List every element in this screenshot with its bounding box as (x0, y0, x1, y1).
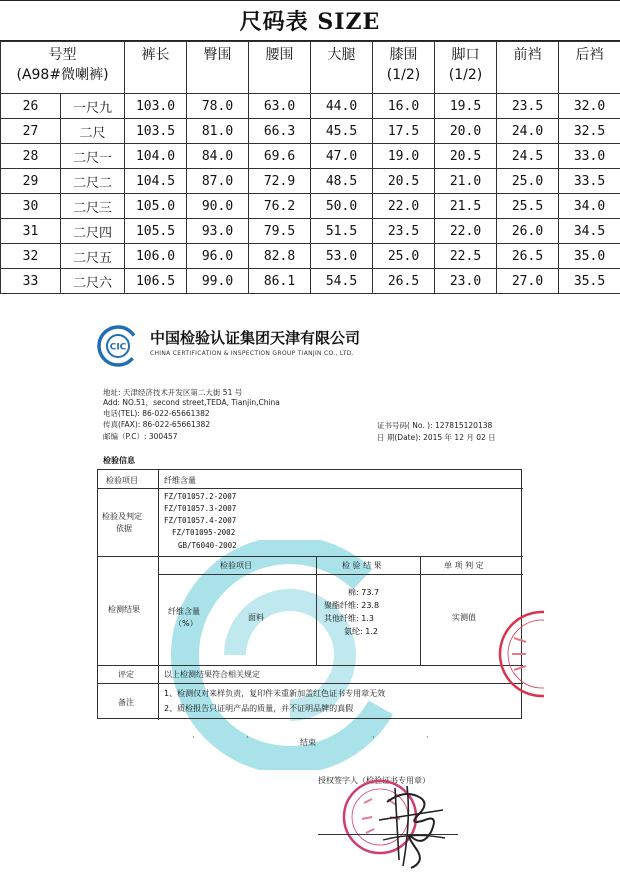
measurement-cell: 23.5 (497, 94, 559, 119)
evaluation-value: 以上检测结果符合相关规定 (164, 670, 260, 679)
size-row (1, 94, 620, 119)
subheader-item: 检验项目 (220, 561, 252, 570)
cic-logo-icon (97, 325, 139, 367)
item-label: 检验项目 (106, 476, 138, 485)
size-number-cell: 28 (1, 144, 61, 169)
size-label-cell: 二尺三 (61, 194, 125, 219)
measurement-cell: 103.5 (125, 119, 187, 144)
signer-label: 授权签字人（检验证书专用章） (318, 776, 430, 785)
measurement-cell: 53.0 (311, 244, 373, 269)
basis-standard: FZ/T01095-2002 (172, 528, 236, 537)
table-rule (98, 556, 523, 557)
end-dot: · (246, 733, 249, 742)
result-label: 检测结果 (108, 605, 140, 614)
measurement-cell: 35.5 (559, 269, 620, 294)
measurement-cell: 22.5 (435, 244, 497, 269)
size-number-cell: 30 (1, 194, 61, 219)
measurement-cell: 82.8 (249, 244, 311, 269)
size-chart-title: 尺码表 SIZE (0, 0, 620, 41)
header-model-line: 号型 (48, 47, 77, 63)
measurement-cell: 72.9 (249, 169, 311, 194)
measurement-cell: 93.0 (187, 219, 249, 244)
result-spandex: 氨纶: 1.2 (344, 627, 378, 636)
header-thigh (311, 42, 373, 94)
measurement-cell: 86.1 (249, 269, 311, 294)
size-row (1, 119, 620, 144)
handwritten-signature (373, 780, 451, 870)
header-model (1, 42, 125, 94)
header-label: 脚口 (451, 47, 480, 63)
size-label-cell: 二尺二 (61, 169, 125, 194)
measurement-cell: 106.0 (125, 244, 187, 269)
header-label: 前裆 (513, 47, 542, 63)
size-label-cell: 一尺九 (61, 94, 125, 119)
end-label: 结束 (300, 738, 316, 747)
postcode-line: 邮编（P.C）: 300457 (103, 432, 178, 441)
table-rule (98, 683, 523, 684)
table-rule (316, 556, 317, 666)
size-label-cell: 二尺五 (61, 244, 125, 269)
size-number-cell: 29 (1, 169, 61, 194)
tel-line: 电话(TEL): 86-022-65661382 (103, 409, 210, 418)
measurement-cell: 32.0 (559, 94, 620, 119)
fabric-label: 面料 (248, 613, 264, 622)
measurement-cell: 78.0 (187, 94, 249, 119)
measurement-cell: 23.0 (435, 269, 497, 294)
remark-line: 2、质检报告只证明产品的质量，并不证明品牌的真假 (164, 704, 354, 713)
size-chart-header-row (1, 42, 620, 94)
size-row (1, 144, 620, 169)
measurement-cell: 22.0 (373, 194, 435, 219)
measurement-cell: 25.0 (497, 169, 559, 194)
end-dot: · (426, 733, 429, 742)
measurement-cell: 44.0 (311, 94, 373, 119)
size-chart-table (0, 41, 620, 294)
measurement-cell: 84.0 (187, 144, 249, 169)
section-title: 检验信息 (103, 456, 135, 465)
result-other: 其他纤维: 1.3 (324, 614, 374, 623)
measurement-cell: 25.5 (497, 194, 559, 219)
basis-standard: FZ/T01057.3-2007 (164, 504, 237, 513)
company-name-en: CHINA CERTIFICATION & INSPECTION GROUP TIANJIN CO., LTD. (150, 350, 354, 357)
table-rule (98, 488, 523, 489)
measurement-cell: 20.0 (435, 119, 497, 144)
measurement-cell: 96.0 (187, 244, 249, 269)
header-front-rise (497, 42, 559, 94)
signature-line (318, 834, 458, 835)
inspection-table (97, 469, 522, 719)
measurement-cell: 103.0 (125, 94, 187, 119)
measurement-cell: 34.0 (559, 194, 620, 219)
measurement-cell: 63.0 (249, 94, 311, 119)
measurement-cell: 69.6 (249, 144, 311, 169)
measurement-cell: 19.5 (435, 94, 497, 119)
measurement-cell: 50.0 (311, 194, 373, 219)
measurement-cell: 66.3 (249, 119, 311, 144)
basis-label: 检验及判定 (102, 512, 142, 521)
measurement-cell: 104.5 (125, 169, 187, 194)
measurement-cell: 27.0 (497, 269, 559, 294)
measurement-cell: 21.0 (435, 169, 497, 194)
measurement-cell: 106.5 (125, 269, 187, 294)
size-row (1, 219, 620, 244)
subheader-result: 检 验 结 果 (342, 561, 382, 570)
measurement-cell: 26.5 (373, 269, 435, 294)
end-dot: · (372, 733, 375, 742)
measurement-cell: 32.5 (559, 119, 620, 144)
measurement-cell: 104.0 (125, 144, 187, 169)
basis-standard: GB/T6040-2002 (178, 541, 237, 550)
basis-label: 依据 (116, 524, 132, 533)
header-sub: (1/2) (386, 67, 421, 83)
end-dot: · (192, 733, 195, 742)
red-seal-stamp (496, 608, 544, 700)
measurement-cell: 20.5 (435, 144, 497, 169)
measurement-cell: 54.5 (311, 269, 373, 294)
result-cotton: 棉: 73.7 (348, 588, 380, 597)
size-number-cell: 33 (1, 269, 61, 294)
address-line: Add: NO.51，second street,TEDA, Tianjin,China (103, 398, 280, 407)
measurement-cell: 21.5 (435, 194, 497, 219)
size-chart-body (1, 94, 620, 294)
size-row (1, 194, 620, 219)
remark-line: 1、检测仅对来样负责，复印件未重新加盖红色证书专用章无效 (164, 689, 386, 698)
header-sub: (1/2) (448, 67, 483, 83)
size-number-cell: 32 (1, 244, 61, 269)
subheader-judgement: 单 项 判 定 (444, 561, 484, 570)
measurement-cell: 90.0 (187, 194, 249, 219)
measurement-cell: 48.5 (311, 169, 373, 194)
measurement-cell: 76.2 (249, 194, 311, 219)
header-hem (435, 42, 497, 94)
header-hip (187, 42, 249, 94)
measurement-cell: 16.0 (373, 94, 435, 119)
header-label: 臀围 (203, 47, 232, 63)
measurement-cell: 24.0 (497, 119, 559, 144)
size-number-cell: 27 (1, 119, 61, 144)
result-polyester: 聚酯纤维: 23.8 (324, 601, 380, 610)
basis-standard: FZ/T01057.2-2007 (164, 492, 237, 501)
header-label: 膝围 (389, 47, 418, 63)
size-number-cell: 26 (1, 94, 61, 119)
size-label-cell: 二尺四 (61, 219, 125, 244)
measurement-cell: 105.0 (125, 194, 187, 219)
table-rule (98, 665, 523, 666)
table-rule (420, 556, 421, 666)
measurement-cell: 51.5 (311, 219, 373, 244)
measurement-cell: 26.0 (497, 219, 559, 244)
measurement-cell: 87.0 (187, 169, 249, 194)
header-label: 大腿 (327, 47, 356, 63)
measurement-cell: 79.5 (249, 219, 311, 244)
size-row (1, 169, 620, 194)
measurement-cell: 33.5 (559, 169, 620, 194)
logo-text: CIC (109, 342, 127, 353)
measurement-cell: 81.0 (187, 119, 249, 144)
measurement-cell: 34.5 (559, 219, 620, 244)
measurement-cell: 105.5 (125, 219, 187, 244)
address-line: 地址: 天津经济技术开发区第二大街 51 号 (103, 388, 243, 397)
measurement-cell: 20.5 (373, 169, 435, 194)
size-row (1, 244, 620, 269)
measurement-cell: 47.0 (311, 144, 373, 169)
table-rule (158, 574, 523, 575)
certificate-date: 日 期(Date): 2015 年 12 月 02 日 (377, 433, 496, 442)
header-inseam (125, 42, 187, 94)
header-label: 腰围 (265, 47, 294, 63)
measurement-cell: 33.0 (559, 144, 620, 169)
item-value: 纤维含量 (164, 476, 196, 485)
measurement-cell: 25.0 (373, 244, 435, 269)
measurement-cell: 17.5 (373, 119, 435, 144)
table-rule (158, 470, 159, 720)
fax-line: 传真(FAX): 86-022-65661382 (103, 420, 211, 429)
header-waist (249, 42, 311, 94)
measurement-cell: 35.0 (559, 244, 620, 269)
size-label-cell: 二尺六 (61, 269, 125, 294)
certificate-number: 证书号码( No. ): 127815120138 (377, 421, 493, 430)
header-back-rise (559, 42, 620, 94)
measurement-cell: 23.5 (373, 219, 435, 244)
measurement-cell: 24.5 (497, 144, 559, 169)
evaluation-label: 评定 (118, 670, 134, 679)
judgement-value: 实测值 (452, 613, 476, 622)
measurement-cell: 99.0 (187, 269, 249, 294)
basis-standard: FZ/T01057.4-2007 (164, 516, 237, 525)
header-label: 后裆 (575, 47, 604, 63)
fiber-content-label: 纤维含量 (168, 607, 200, 616)
size-label-cell: 二尺 (61, 119, 125, 144)
measurement-cell: 45.5 (311, 119, 373, 144)
header-label: 裤长 (141, 47, 170, 63)
header-model-sub: (A98#微喇裤) (16, 67, 109, 83)
measurement-cell: 19.0 (373, 144, 435, 169)
fiber-content-unit: （%） (174, 619, 198, 628)
size-label-cell: 二尺一 (61, 144, 125, 169)
size-row (1, 269, 620, 294)
header-knee (373, 42, 435, 94)
size-number-cell: 31 (1, 219, 61, 244)
measurement-cell: 22.0 (435, 219, 497, 244)
company-name-cn: 中国检验认证集团天津有限公司 (150, 329, 361, 347)
measurement-cell: 26.5 (497, 244, 559, 269)
remarks-label: 备注 (118, 698, 134, 707)
